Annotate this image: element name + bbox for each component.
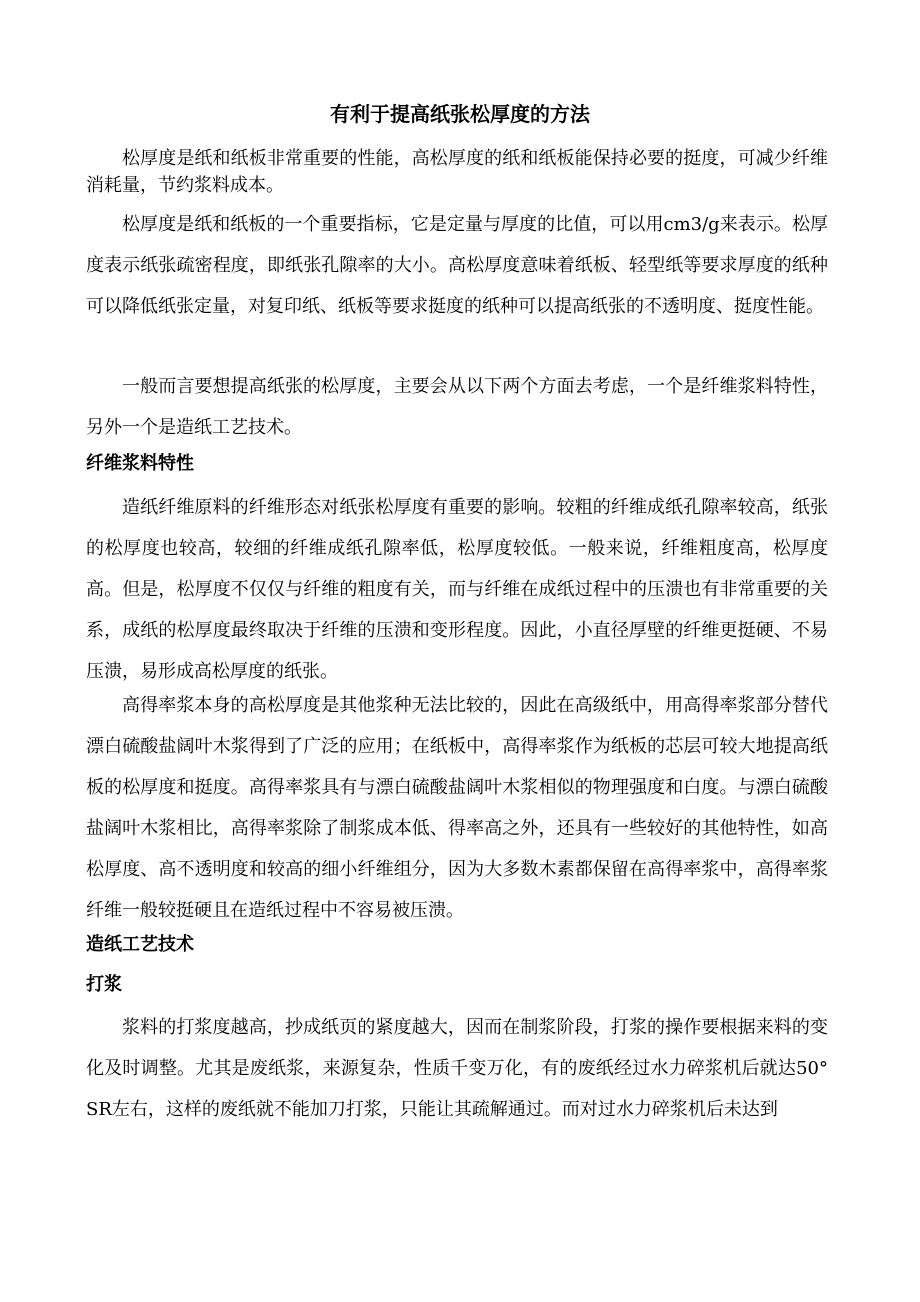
intro-paragraph-1: 松厚度是纸和纸板非常重要的性能，高松厚度的纸和纸板能保持必要的挺度，可减少纤维消耗量，节约浆料成本。 (86, 148, 828, 196)
intro-paragraph-3: 一般而言要想提高纸张的松厚度，主要会从以下两个方面去考虑，一个是纤维浆料特性，另外一个是造纸工艺技术。 (86, 376, 828, 438)
intro-paragraph-2: 松厚度是纸和纸板的一个重要指标，它是定量与厚度的比值，可以用cm3/g来表示。松厚度表示纸张疏密程度，即纸张孔隙率的大小。高松厚度意味着纸板、轻型纸等要求厚度的纸种可以降低纸张定量，对复印纸、纸板等要求挺度的纸种可以提高纸张的不透明度、挺度性能。 (86, 214, 828, 317)
document-title: 有利于提高纸张松厚度的方法 (330, 102, 590, 126)
section-heading-fiber: 纤维浆料特性 (86, 453, 194, 474)
beating-paragraph-1: 浆料的打浆度越高，抄成纸页的紧度越大，因而在制浆阶段，打浆的操作要根据来料的变化及时调整。尤其是废纸浆，来源复杂，性质千变万化，有的废纸经过水力碎浆机后就达50° SR左右，这样的废纸就不能加刀打浆，只能让其疏解通过。而对过水力碎浆机后未达到 (86, 1017, 828, 1120)
fiber-paragraph-2: 高得率浆本身的高松厚度是其他浆种无法比较的，因此在高级纸中，用高得率浆部分替代漂白硫酸盐阔叶木浆得到了广泛的应用；在纸板中，高得率浆作为纸板的芯层可较大地提高纸板的松厚度和挺度。高得率浆具有与漂白硫酸盐阔叶木浆相似的物理强度和白度。与漂白硫酸盐阔叶木浆相比，高得率浆除了制浆成本低、得率高之外，还具有一些较好的其他特性，如高松厚度、高不透明度和较高的细小纤维组分，因为大多数木素都保留在高得率浆中，高得率浆纤维一般较挺硬且在造纸过程中不容易被压溃。 (86, 695, 828, 921)
fiber-paragraph-1: 造纸纤维原料的纤维形态对纸张松厚度有重要的影响。较粗的纤维成纸孔隙率较高，纸张的松厚度也较高，较细的纤维成纸孔隙率低，松厚度较低。一般来说，纤维粗度高，松厚度高。但是，松厚度不仅仅与纤维的粗度有关，而与纤维在成纸过程中的压溃也有非常重要的关系，成纸的松厚度最终取决于纤维的压溃和变形程度。因此，小直径厚壁的纤维更挺硬、不易压溃，易形成高松厚度的纸张。 (86, 497, 828, 682)
subsection-heading-beating: 打浆 (86, 974, 122, 995)
section-heading-process: 造纸工艺技术 (86, 934, 194, 955)
